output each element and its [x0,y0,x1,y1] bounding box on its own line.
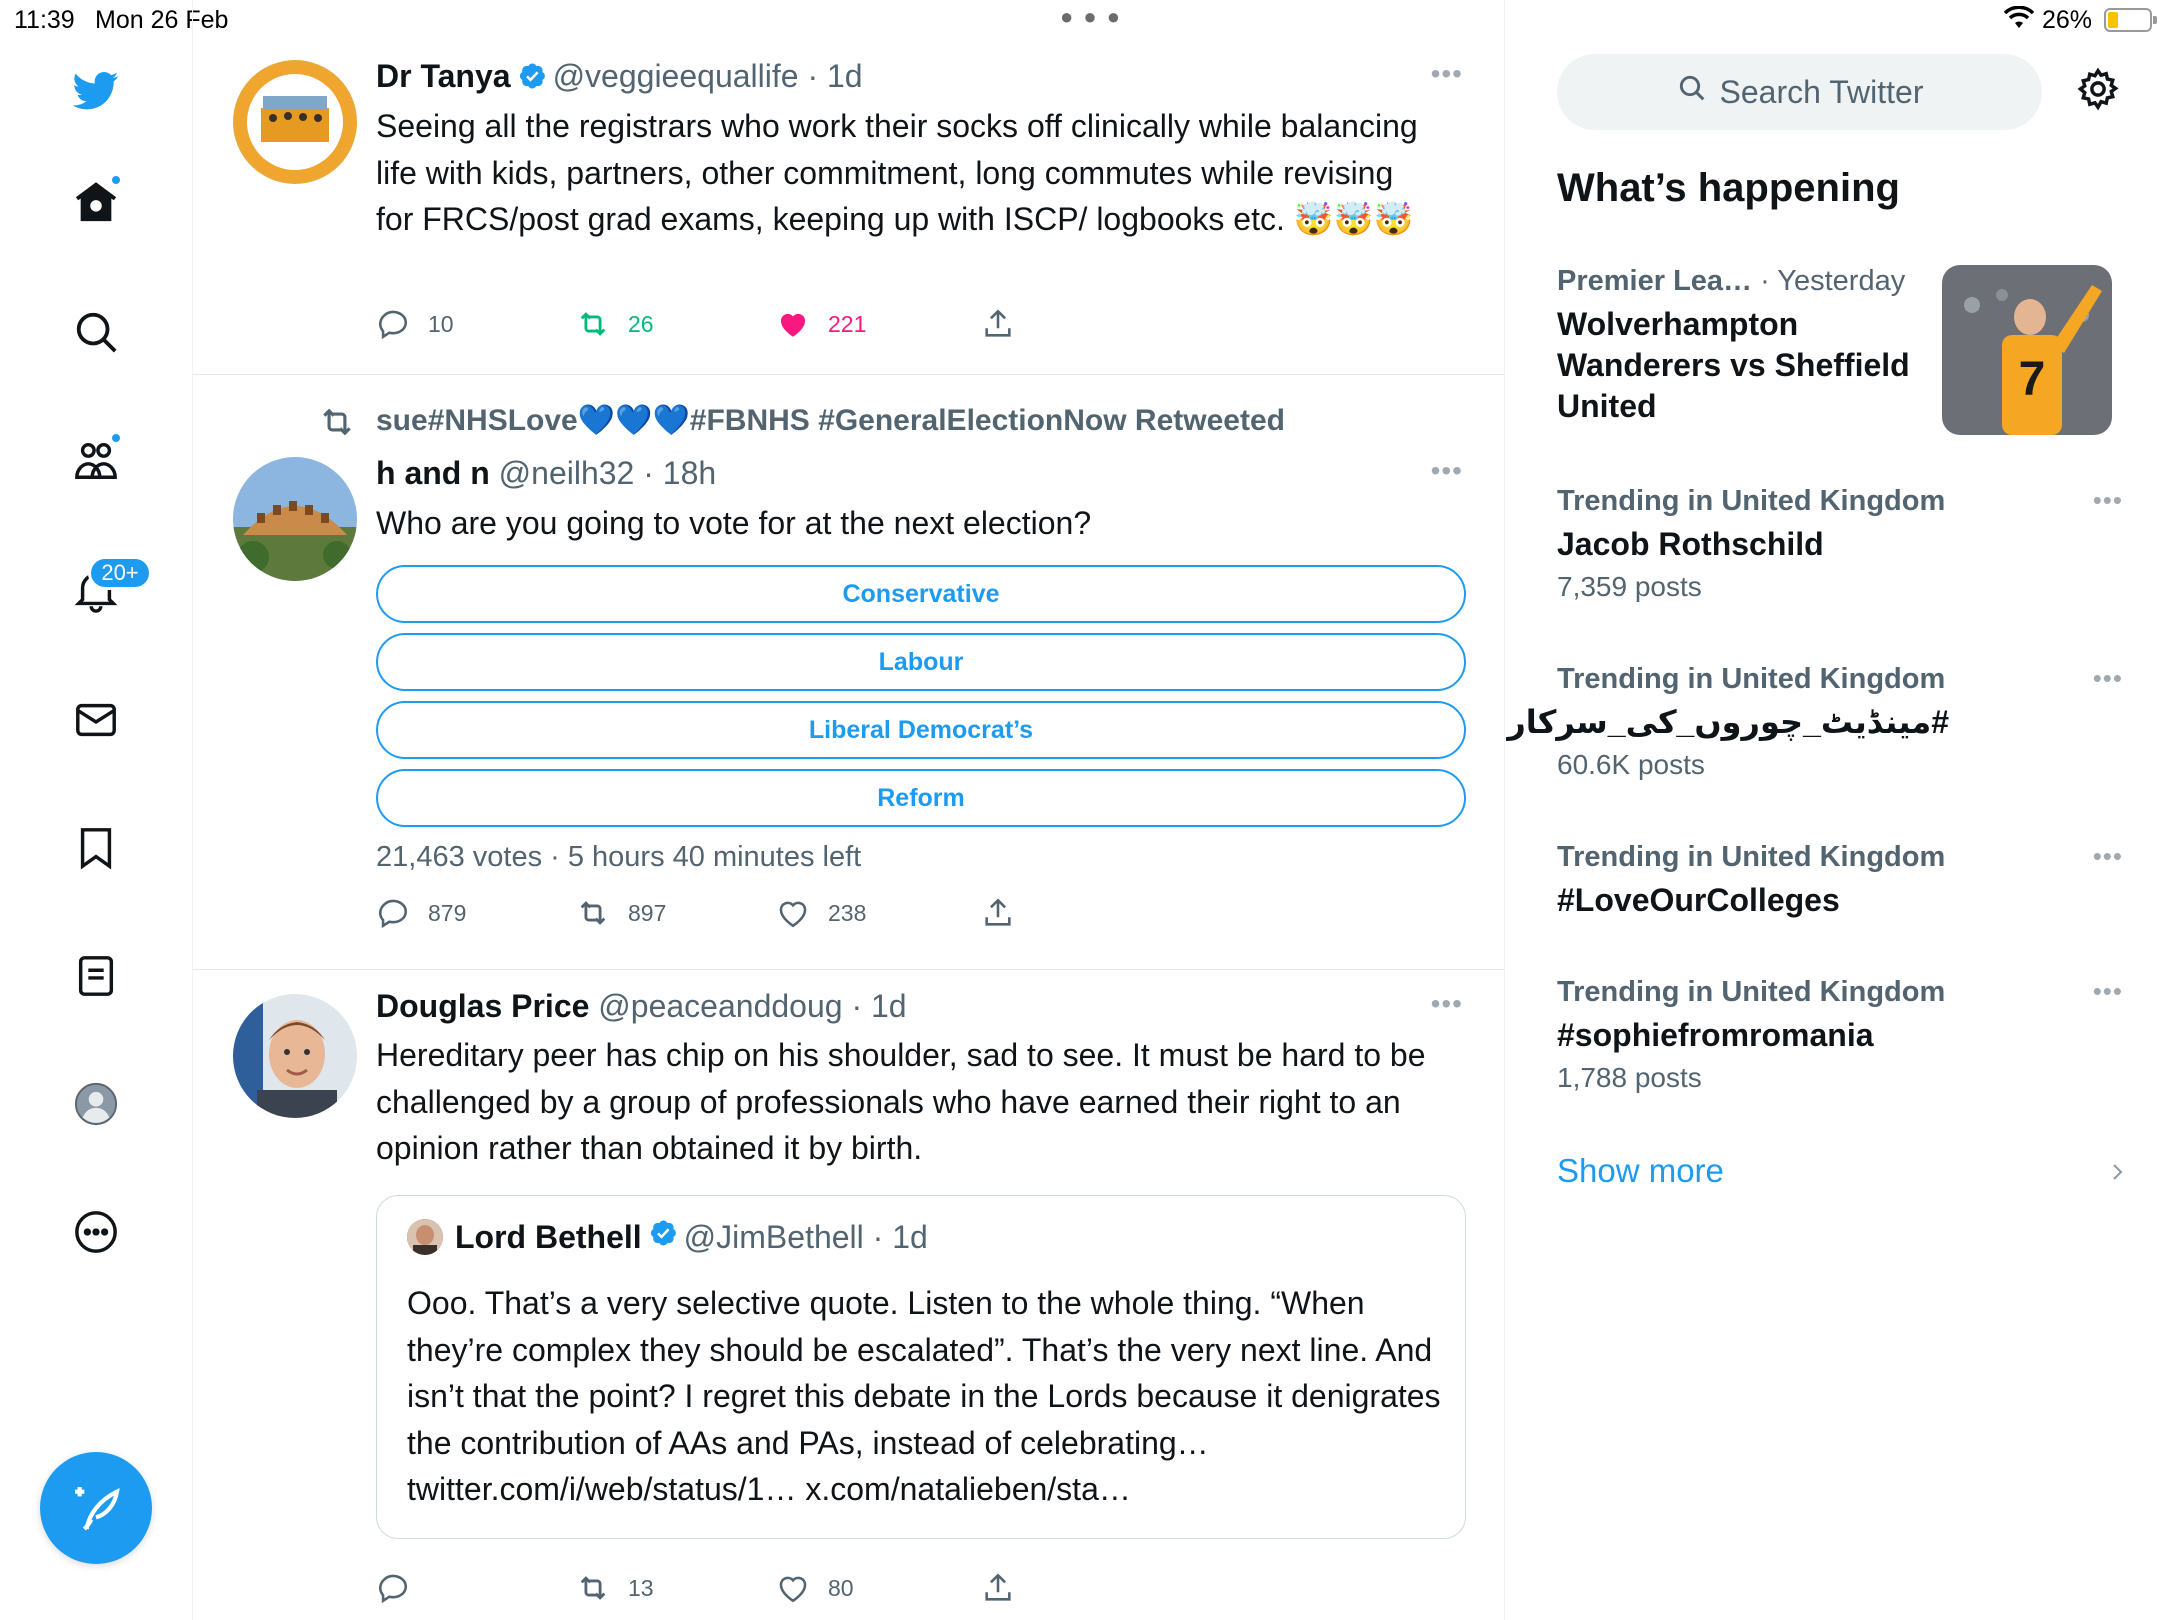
poll-option[interactable]: Reform [376,769,1466,827]
poll-option[interactable]: Conservative [376,565,1466,623]
quote-time: · 1d [872,1218,928,1255]
author-handle[interactable]: @peaceanddoug [598,988,843,1024]
status-time: 11:39 [14,6,75,34]
tweet[interactable] [193,0,1505,375]
trend-more-icon[interactable]: ••• [2092,663,2123,693]
tweet-actions [376,1568,1276,1608]
trend-post-count: 1,788 posts [1557,1062,1702,1093]
more-options-icon[interactable] [66,1202,126,1262]
status-date: Mon 26 Feb [95,6,229,34]
trend-item[interactable] [1507,663,2123,781]
tweet-text: Seeing all the registrars who work their socks off clinically while balancing life with kids, partners, other commitment, long commutes while revising for FRCS/post grad exams, keeping up with ISCP/ logbooks etc. 🤯🤯🤯 [376,108,1418,237]
trend-context: Trending in United Kingdom [1557,663,1946,695]
quote-author-handle: @JimBethell [683,1218,864,1255]
reply-count: 10 [428,310,454,337]
share-button[interactable] [981,1568,1015,1608]
author-name[interactable]: h and n [376,455,490,491]
quote-author-name: Lord Bethell [455,1218,642,1255]
trend-context: Trending in United Kingdom [1557,485,1946,517]
tweet-time[interactable]: · 1d [851,988,907,1024]
retweet-count: 26 [628,310,654,337]
multitasking-dots-icon[interactable]: ● ● ● [1060,4,1123,29]
author-handle[interactable]: @veggieequallife [552,58,799,94]
like-button[interactable] [776,304,866,344]
quote-text: Ooo. That’s a very selective quote. Listen to the whole thing. “When they’re complex they should be escalated”. That’s the very next line. And isn’t that the point? I regret this debate in the Lords because it denigrates the contribution of AAs and PAs, instead of celebrating… twitter.com/i/web/status/1… x.com/natalieben/sta… [407,1285,1441,1507]
lists-icon[interactable] [66,946,126,1006]
trend-time: · Yesterday [1760,265,1906,297]
reply-button[interactable] [376,893,466,933]
trend-context: Premier Lea… [1557,265,1753,297]
reply-count: 879 [428,899,467,926]
bookmarks-icon[interactable] [66,818,126,878]
communities-icon[interactable] [66,430,126,490]
tweet[interactable] [193,375,1505,970]
notifications-badge: 20+ [88,556,152,590]
trend-item[interactable] [1557,485,2123,603]
like-count: 80 [828,1574,854,1601]
trend-context: Trending in United Kingdom [1557,841,1946,873]
poll-meta: 21,463 votes · 5 hours 40 minutes left [376,841,862,873]
reply-button[interactable] [376,304,454,344]
retweeted-by[interactable]: sue#NHSLove💙💙💙#FBNHS #GeneralElectionNow Retweeted [376,404,1285,437]
poll-option[interactable]: Liberal Democrat’s [376,701,1466,759]
poll-option[interactable]: Labour [376,633,1466,691]
retweet-count: 897 [628,899,667,926]
svg-text:7: 7 [2018,353,2046,406]
twitter-logo-icon[interactable] [66,60,126,120]
search-placeholder: Search Twitter [1719,73,1924,110]
explore-search-icon[interactable] [66,302,126,362]
trend-item[interactable] [1557,976,2123,1094]
tweet-header [376,455,716,492]
search-icon [1676,72,1708,112]
quote-avatar [407,1219,443,1255]
trend-context: Trending in United Kingdom [1557,976,1946,1008]
tweet-text: Who are you going to vote for at the next election? [376,505,1092,541]
like-count: 221 [828,310,867,337]
trend-topic: #LoveOurColleges [1557,882,1840,918]
timeline [193,0,1505,1620]
chevron-right-icon[interactable] [2105,1160,2129,1189]
home-icon[interactable] [66,172,126,232]
share-button[interactable] [981,304,1015,344]
tweet-more-icon[interactable]: ••• [1430,58,1463,89]
tweet-more-icon[interactable]: ••• [1430,455,1463,486]
trend-post-count: 7,359 posts [1557,571,1702,602]
trend-item[interactable] [1557,265,1927,427]
trend-post-count: 60.6K posts [1557,749,1705,780]
tweet[interactable] [193,970,1505,1620]
trend-item[interactable] [1557,841,2123,921]
trend-topic: Wolverhampton Wanderers vs Sheffield United [1557,306,1910,424]
home-unread-dot [110,174,122,186]
tweet-time[interactable]: · 18h [643,455,717,491]
like-button[interactable] [776,1568,854,1608]
author-name[interactable]: Dr Tanya [376,58,511,94]
search-input[interactable] [1557,54,2042,130]
trend-thumbnail[interactable] [1942,265,2112,435]
tweet-actions [376,893,1276,933]
trend-topic: #sophiefromromania [1557,1017,1874,1053]
like-count: 238 [828,899,867,926]
share-button[interactable] [981,893,1015,933]
avatar[interactable] [233,457,357,581]
author-handle[interactable]: @neilh32 [498,455,635,491]
show-more-link[interactable]: Show more [1557,1152,1724,1189]
avatar[interactable] [233,60,357,184]
trend-topic: Jacob Rothschild [1557,526,1824,562]
left-nav [0,0,193,1620]
reply-button[interactable] [376,1568,428,1608]
tweet-more-icon[interactable]: ••• [1430,988,1463,1019]
avatar[interactable] [233,994,357,1118]
communities-unread-dot [110,432,122,444]
settings-gear-icon[interactable] [2075,66,2121,117]
trend-topic: #مینڈیٹ_چوروں_کی_سرکار [1507,704,1949,740]
battery-percent: 26% [2042,6,2093,34]
compose-tweet-button[interactable] [40,1452,152,1564]
trend-more-icon[interactable]: ••• [2092,976,2123,1006]
quote-header [407,1218,928,1256]
retweet-button[interactable] [576,304,654,344]
profile-avatar-icon[interactable] [66,1074,126,1134]
tweet-header [376,58,863,99]
tweet-actions [376,304,1276,344]
author-name[interactable]: Douglas Price [376,988,590,1024]
tweet-header [376,988,907,1025]
tweet-text: Hereditary peer has chip on his shoulder, sad to see. It must be hard to be challenged by a group of professionals who have earned their right to an opinion rather than obtained it by birth. [376,1037,1426,1166]
right-sidebar [1505,0,2160,1620]
tweet-time[interactable]: · 1d [807,58,863,94]
retweet-button[interactable] [576,893,666,933]
trend-more-icon[interactable]: ••• [2092,485,2123,515]
quoted-tweet[interactable] [376,1195,1466,1539]
retweet-button[interactable] [576,1568,654,1608]
messages-envelope-icon[interactable] [66,690,126,750]
verified-badge-icon [517,61,547,99]
verified-badge-icon [648,1218,678,1256]
whats-happening-title: What’s happening [1557,166,1900,210]
retweet-count: 13 [628,1574,654,1601]
retweeted-icon [318,403,356,446]
trend-more-icon[interactable]: ••• [2092,841,2123,871]
like-button[interactable] [776,893,866,933]
